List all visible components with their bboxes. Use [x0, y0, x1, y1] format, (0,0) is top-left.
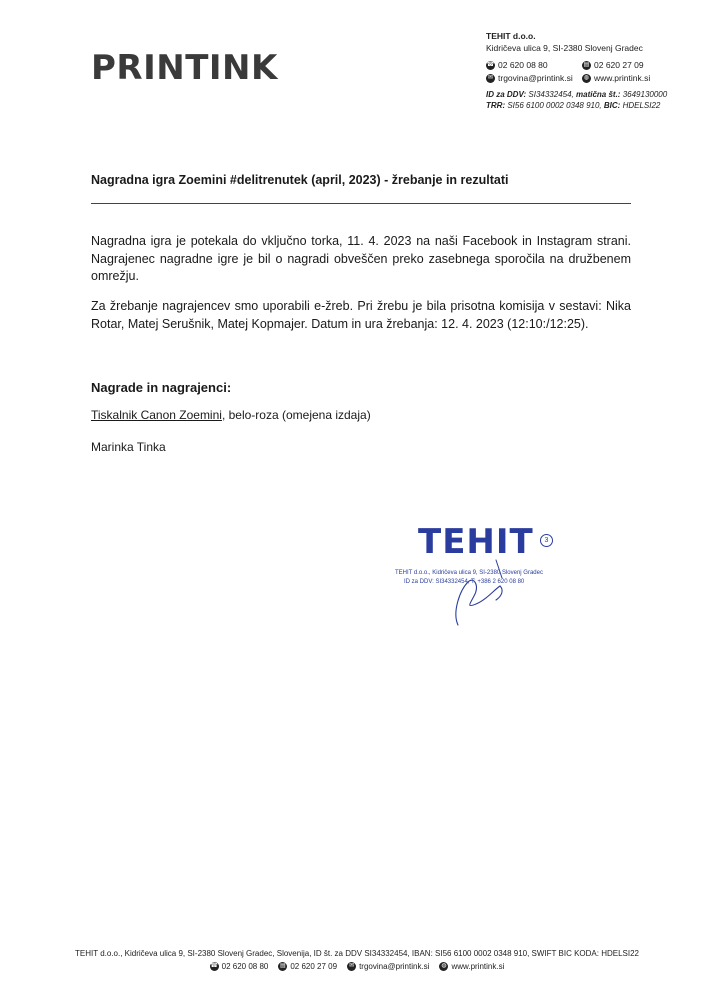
contact-fax — [582, 59, 686, 71]
web-icon: ◍ — [441, 963, 447, 969]
footer-phone-number: 02 620 08 80 — [221, 962, 269, 971]
email-icon: ✉ — [349, 963, 355, 969]
reg-value: 3649130000 — [622, 90, 668, 99]
company-info — [486, 30, 686, 111]
trr-value: SI56 6100 0002 0348 910, — [507, 101, 602, 110]
company-stamp — [390, 520, 570, 640]
footer-fax-number: 02 620 27 09 — [290, 962, 338, 971]
phone-icon: ☎ — [486, 61, 495, 68]
contact-grid — [486, 59, 686, 84]
contact-email — [486, 72, 582, 84]
winner-name: Marinka Tinka — [91, 440, 166, 454]
paragraph-draw-info: Za žrebanje nagrajencev smo uporabili e-žreb. Pri žrebu je bila prisotna komisija v sestavi: Nika Rotar, Matej Serušnik, Matej Kopmajer. Datum in ura žrebanja: 12. 4. 2023 (12:10:/12:25). — [91, 299, 631, 331]
printink-logo: PRINTINK — [91, 48, 278, 88]
reg-label: matična št.: — [576, 90, 621, 99]
fax-number: 02 620 27 09 — [594, 60, 644, 70]
fax-icon: ▤ — [280, 963, 286, 969]
web-icon: ◍ — [583, 74, 590, 81]
trr-label: TRR: — [486, 101, 506, 110]
document-title: Nagradna igra Zoemini #delitrenutek (april, 2023) - žrebanje in rezultati — [91, 173, 509, 187]
footer-email — [347, 960, 429, 973]
prize-description: , belo-roza (omejena izdaja) — [221, 408, 371, 422]
footer-web — [439, 960, 504, 973]
footer-phone — [210, 960, 269, 973]
footer — [0, 947, 714, 973]
company-address: Kidričeva ulica 9, SI-2380 Slovenj Gradec — [486, 43, 643, 53]
bic-value: HDELSI22 — [622, 101, 661, 110]
paragraph-game-info: Nagradna igra je potekala do vključno torka, 11. 4. 2023 na naši Facebook in Instagram strani. Nagrajenec nagradne igre je bil o nagradi obveščen preko zasebnega sporočila na družbenem omrežju. — [91, 234, 631, 283]
web-address: www.printink.si — [594, 73, 651, 83]
footer-fax — [278, 960, 337, 973]
tax-value: SI34332454, — [528, 90, 574, 99]
footer-contacts — [0, 960, 714, 973]
email-icon: ✉ — [487, 74, 494, 81]
footer-web-address: www.printink.si — [451, 962, 505, 971]
footer-email-address: trgovina@printink.si — [359, 962, 430, 971]
stamp-tax-id: ID za DDV: SI34332454, T: +386 2 620 08 80 — [404, 579, 525, 585]
bic-label: BIC: — [603, 101, 621, 110]
title-divider — [91, 203, 631, 204]
prizes-heading: Nagrade in nagrajenci: — [91, 380, 232, 395]
stamp-address: TEHIT d.o.o., Kidričeva ulica 9, SI-2380 Slovenj Gradec — [395, 570, 543, 576]
tax-info — [486, 89, 686, 111]
company-name: TEHIT d.o.o. — [486, 31, 536, 41]
contact-web — [582, 72, 686, 84]
tax-label: ID za DDV: — [486, 90, 527, 99]
prize-link[interactable]: Tiskalnik Canon Zoemini — [91, 408, 222, 422]
stamp-registered-mark: 3 — [540, 534, 553, 547]
prize-line — [91, 408, 371, 422]
stamp-word: TEHIT — [418, 522, 534, 562]
signature — [390, 520, 570, 640]
fax-icon: ▤ — [583, 61, 590, 68]
phone-number: 02 620 08 80 — [498, 60, 548, 70]
contact-phone — [486, 59, 582, 71]
email-address: trgovina@printink.si — [498, 73, 573, 83]
phone-icon: ☎ — [210, 963, 218, 969]
footer-company-line: TEHIT d.o.o., Kidričeva ulica 9, SI-2380 Slovenj Gradec, Slovenija, ID št. za DDV SI34332454, IBAN: SI56 6100 0002 0348 910, SWIFT BIC KODA: HDELSI22 — [75, 949, 639, 958]
